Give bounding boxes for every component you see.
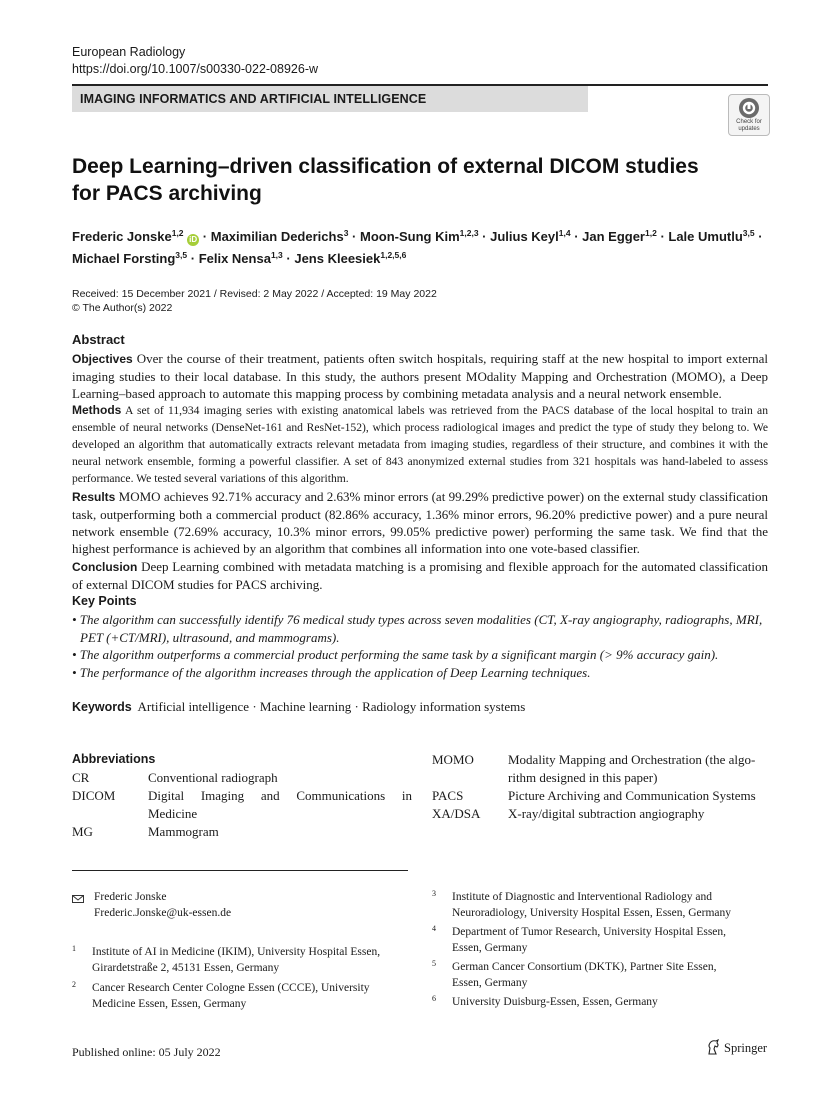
- abstract-results: [72, 488, 768, 557]
- abbreviation-value: X-ray/digital subtraction angiography: [508, 806, 705, 821]
- affiliation-number: 1: [72, 944, 76, 953]
- springer-horse-icon: [706, 1039, 720, 1059]
- section-label: IMAGING INFORMATICS AND ARTIFICIAL INTELLIGENCE: [72, 86, 588, 112]
- abbreviation-row: [432, 751, 768, 769]
- author-affiliation: 1,4: [558, 228, 571, 238]
- author-name[interactable]: Felix Nensa: [198, 251, 271, 266]
- abbreviation-key: MG: [72, 824, 93, 839]
- affiliation-number: 4: [432, 924, 436, 933]
- affiliation-number: 2: [72, 980, 76, 989]
- author-affiliation: 1,2: [645, 228, 657, 238]
- correspondence-name: Frederic Jonske: [94, 891, 167, 903]
- abbreviation-key: XA/DSA: [432, 806, 481, 821]
- abbreviation-value: Digital Imaging and Communications in: [148, 788, 412, 803]
- affiliation-line: Cancer Research Center Cologne Essen (CCCE), University: [92, 982, 370, 994]
- abbreviation-row: [72, 769, 412, 787]
- author-name[interactable]: Lale Umutlu: [668, 229, 743, 244]
- conclusion-text: Deep Learning combined with metadata matching is a promising and flexible approach for the automated classification of external DICOM studies for PACS archiving.: [72, 559, 768, 592]
- objectives-text: Over the course of their treatment, patients often switch hospitals, requiring staff at the new hospital to import external imaging studies to their local database. In this study, the authors present MOdality Mapping and Orchestration (MOMO), a Deep Learning–based approach to automate this mapping process by combining metadata analysis and a neural network ensemble.: [72, 351, 769, 401]
- results-text: MOMO achieves 92.71% accuracy and 2.63% minor errors (at 99.29% predictive power) on the external study classification task, outperforming both a commercial product (82.86% accuracy, 1.36% minor errors, 96.20% predictive power) and a pure neural network ensemble (72.69% accuracy, 10.3% minor errors, 99.05% predictive power) performing the same task. We find that the highest performance is achieved by an algorithm that combines all information into one vote-based classifier.: [72, 489, 768, 556]
- footnote-rule: [72, 870, 408, 871]
- key-point-item: • The algorithm outperforms a commercial product performing the same task by a significant margin (> 9% accuracy gain).: [72, 647, 719, 662]
- affiliation-number: 3: [432, 889, 436, 898]
- abbreviation-value: Mammogram: [148, 824, 219, 839]
- author-affiliation: 3,5: [742, 228, 755, 238]
- key-points-heading: Key Points: [72, 594, 137, 608]
- keywords: [72, 699, 525, 715]
- affiliation-6: [432, 995, 772, 1013]
- abbreviations-left-column: [72, 769, 412, 841]
- methods-label: Methods: [72, 403, 122, 417]
- abbreviation-key: PACS: [432, 788, 464, 803]
- abbreviation-value: Conventional radiograph: [148, 770, 278, 785]
- correspondence: [72, 890, 412, 922]
- affiliation-line: Institute of AI in Medicine (IKIM), University Hospital Essen,: [92, 946, 381, 958]
- abstract-objectives: [72, 350, 768, 402]
- title-line-1: Deep Learning–driven classification of external DICOM studies: [72, 155, 699, 178]
- affiliation-2: [72, 981, 412, 1013]
- key-point-item: • The algorithm can successfully identify 76 medical study types across seven modalities (CT, X-ray angiography, radiographs, MRI, PET (+CT/MRI), ultrasound, and mammograms).: [72, 612, 763, 645]
- author-list: Frederic Jonske$^{1,2}$ iD · Maximilian Dederichs$^3$ · Moon-Sung Kim$^{1,2,3}$ · Julius Keyl$^{1,4}$ · Jan Egger$^{1,2}$ · Lale Umutlu$^{3,5}$ · Michael Forsting$^{3,5}$ · Felix Nensa$^{1,3}$ · Jens Kleesiek$^{1,2,5,6}$: [72, 228, 763, 266]
- check-for-updates-badge[interactable]: [728, 94, 770, 136]
- title-line-2: for PACS archiving: [72, 182, 262, 205]
- affiliation-number: 6: [432, 994, 436, 1003]
- affiliation-line: Neuroradiology, University Hospital Essen, Essen, Germany: [452, 906, 732, 919]
- abbreviation-value-cont: rithm designed in this paper): [508, 770, 658, 785]
- abstract-methods: [72, 402, 768, 487]
- orcid-icon[interactable]: iD: [189, 235, 198, 244]
- check-for-updates-icon: [739, 98, 759, 118]
- abbreviations-heading: Abbreviations: [72, 752, 156, 766]
- abbreviation-row: [432, 805, 768, 823]
- affiliation-line: Girardetstraße 2, 45131 Essen, Germany: [92, 961, 280, 974]
- affiliation-1: [72, 945, 412, 977]
- abbreviation-row: [72, 823, 412, 841]
- affiliation-line: Department of Tumor Research, University Hospital Essen,: [452, 926, 727, 938]
- author-name[interactable]: Michael Forsting: [72, 251, 176, 266]
- abbreviation-value: Modality Mapping and Orchestration (the algo-: [508, 752, 756, 767]
- affiliation-number: 5: [432, 959, 436, 968]
- publisher-logo: [706, 1039, 767, 1059]
- published-online: Published online: 05 July 2022: [72, 1045, 221, 1059]
- author-name[interactable]: Jens Kleesiek: [294, 251, 381, 266]
- check-badge-line2: updates: [738, 125, 760, 132]
- keywords-label: Keywords: [72, 700, 132, 714]
- journal-name: European Radiology: [72, 45, 186, 59]
- objectives-label: Objectives: [72, 352, 133, 366]
- affiliation-line: Institute of Diagnostic and Interventional Radiology and: [452, 891, 712, 903]
- affiliation-5: [432, 960, 772, 992]
- author-affiliation: 1,2,5,6: [380, 250, 407, 260]
- results-label: Results: [72, 490, 116, 504]
- affiliation-line: German Cancer Consortium (DKTK), Partner Site Essen,: [452, 961, 717, 973]
- conclusion-label: Conclusion: [72, 560, 138, 574]
- author-name[interactable]: Julius Keyl: [490, 229, 559, 244]
- author-name[interactable]: Moon-Sung Kim: [359, 229, 460, 244]
- article-dates: [72, 287, 437, 315]
- keywords-text: Artificial intelligence · Machine learning · Radiology information systems: [137, 699, 526, 714]
- author-affiliation: 1,3: [270, 250, 283, 260]
- abbreviation-row-cont: [432, 769, 768, 787]
- abbreviation-row-cont: [72, 805, 412, 823]
- journal-header: [72, 44, 318, 78]
- affiliation-line: Essen, Germany: [452, 976, 528, 989]
- key-points-list: [72, 611, 772, 681]
- abbreviations-right-column: [432, 751, 768, 823]
- abbreviation-value-cont: Medicine: [148, 806, 198, 821]
- paper-title: [72, 153, 752, 207]
- abbreviation-key: CR: [72, 770, 90, 785]
- author-name[interactable]: Jan Egger: [582, 229, 645, 244]
- methods-text: A set of 11,934 imaging series with existing anatomical labels was retrieved from the PACS database of the local hospital to train an ensemble of neural networks (DenseNet-161 and ResNet-152), which process radiological images and predict the type of study they belong to. We developed an algorithm that automatically extracts relevant metadata from imaging studies, regardless of their structure, and combines it with the neural network ensemble, forming a powerful classifier. A set of 843 anonymized external studies from 321 hospitals was hand-labeled to assess performance. We tested several variations of this algorithm.: [72, 404, 768, 485]
- affiliation-3: [432, 890, 772, 922]
- check-badge-line1: Check for: [736, 119, 762, 125]
- key-point-item: • The performance of the algorithm increases through the application of Deep Learning techniques.: [72, 664, 591, 680]
- affiliation-4: [432, 925, 772, 957]
- abstract-conclusion: [72, 558, 768, 593]
- abbreviation-row: [432, 787, 768, 805]
- abbreviation-key: DICOM: [72, 788, 116, 803]
- doi-link[interactable]: https://doi.org/10.1007/s00330-022-08926-w: [72, 62, 319, 76]
- abbreviation-key: MOMO: [432, 752, 474, 767]
- abstract-heading: Abstract: [72, 332, 125, 347]
- author-affiliation: 3,5: [175, 250, 188, 260]
- abbreviation-row: [72, 787, 412, 805]
- affiliation-line: Medicine Essen, Essen, Germany: [92, 997, 247, 1010]
- author-name[interactable]: Frederic Jonske: [72, 229, 172, 244]
- author-affiliation: 3: [343, 228, 349, 238]
- abbreviation-value: Picture Archiving and Communication Systems: [508, 788, 756, 803]
- author-affiliation: 1,2: [171, 228, 184, 238]
- copyright-notice: © The Author(s) 2022: [72, 302, 173, 314]
- affiliation-line: University Duisburg-Essen, Essen, Germany: [452, 996, 658, 1008]
- affiliation-line: Essen, Germany: [452, 941, 528, 954]
- author-affiliation: 1,2,3: [459, 228, 479, 238]
- received-revised-accepted: Received: 15 December 2021 / Revised: 2 May 2022 / Accepted: 19 May 2022: [72, 288, 437, 300]
- author-name[interactable]: Maximilian Dederichs: [210, 229, 344, 244]
- correspondence-email[interactable]: Frederic.Jonske@uk-essen.de: [94, 906, 232, 919]
- publisher-name: Springer: [724, 1041, 768, 1055]
- envelope-icon: [72, 893, 84, 901]
